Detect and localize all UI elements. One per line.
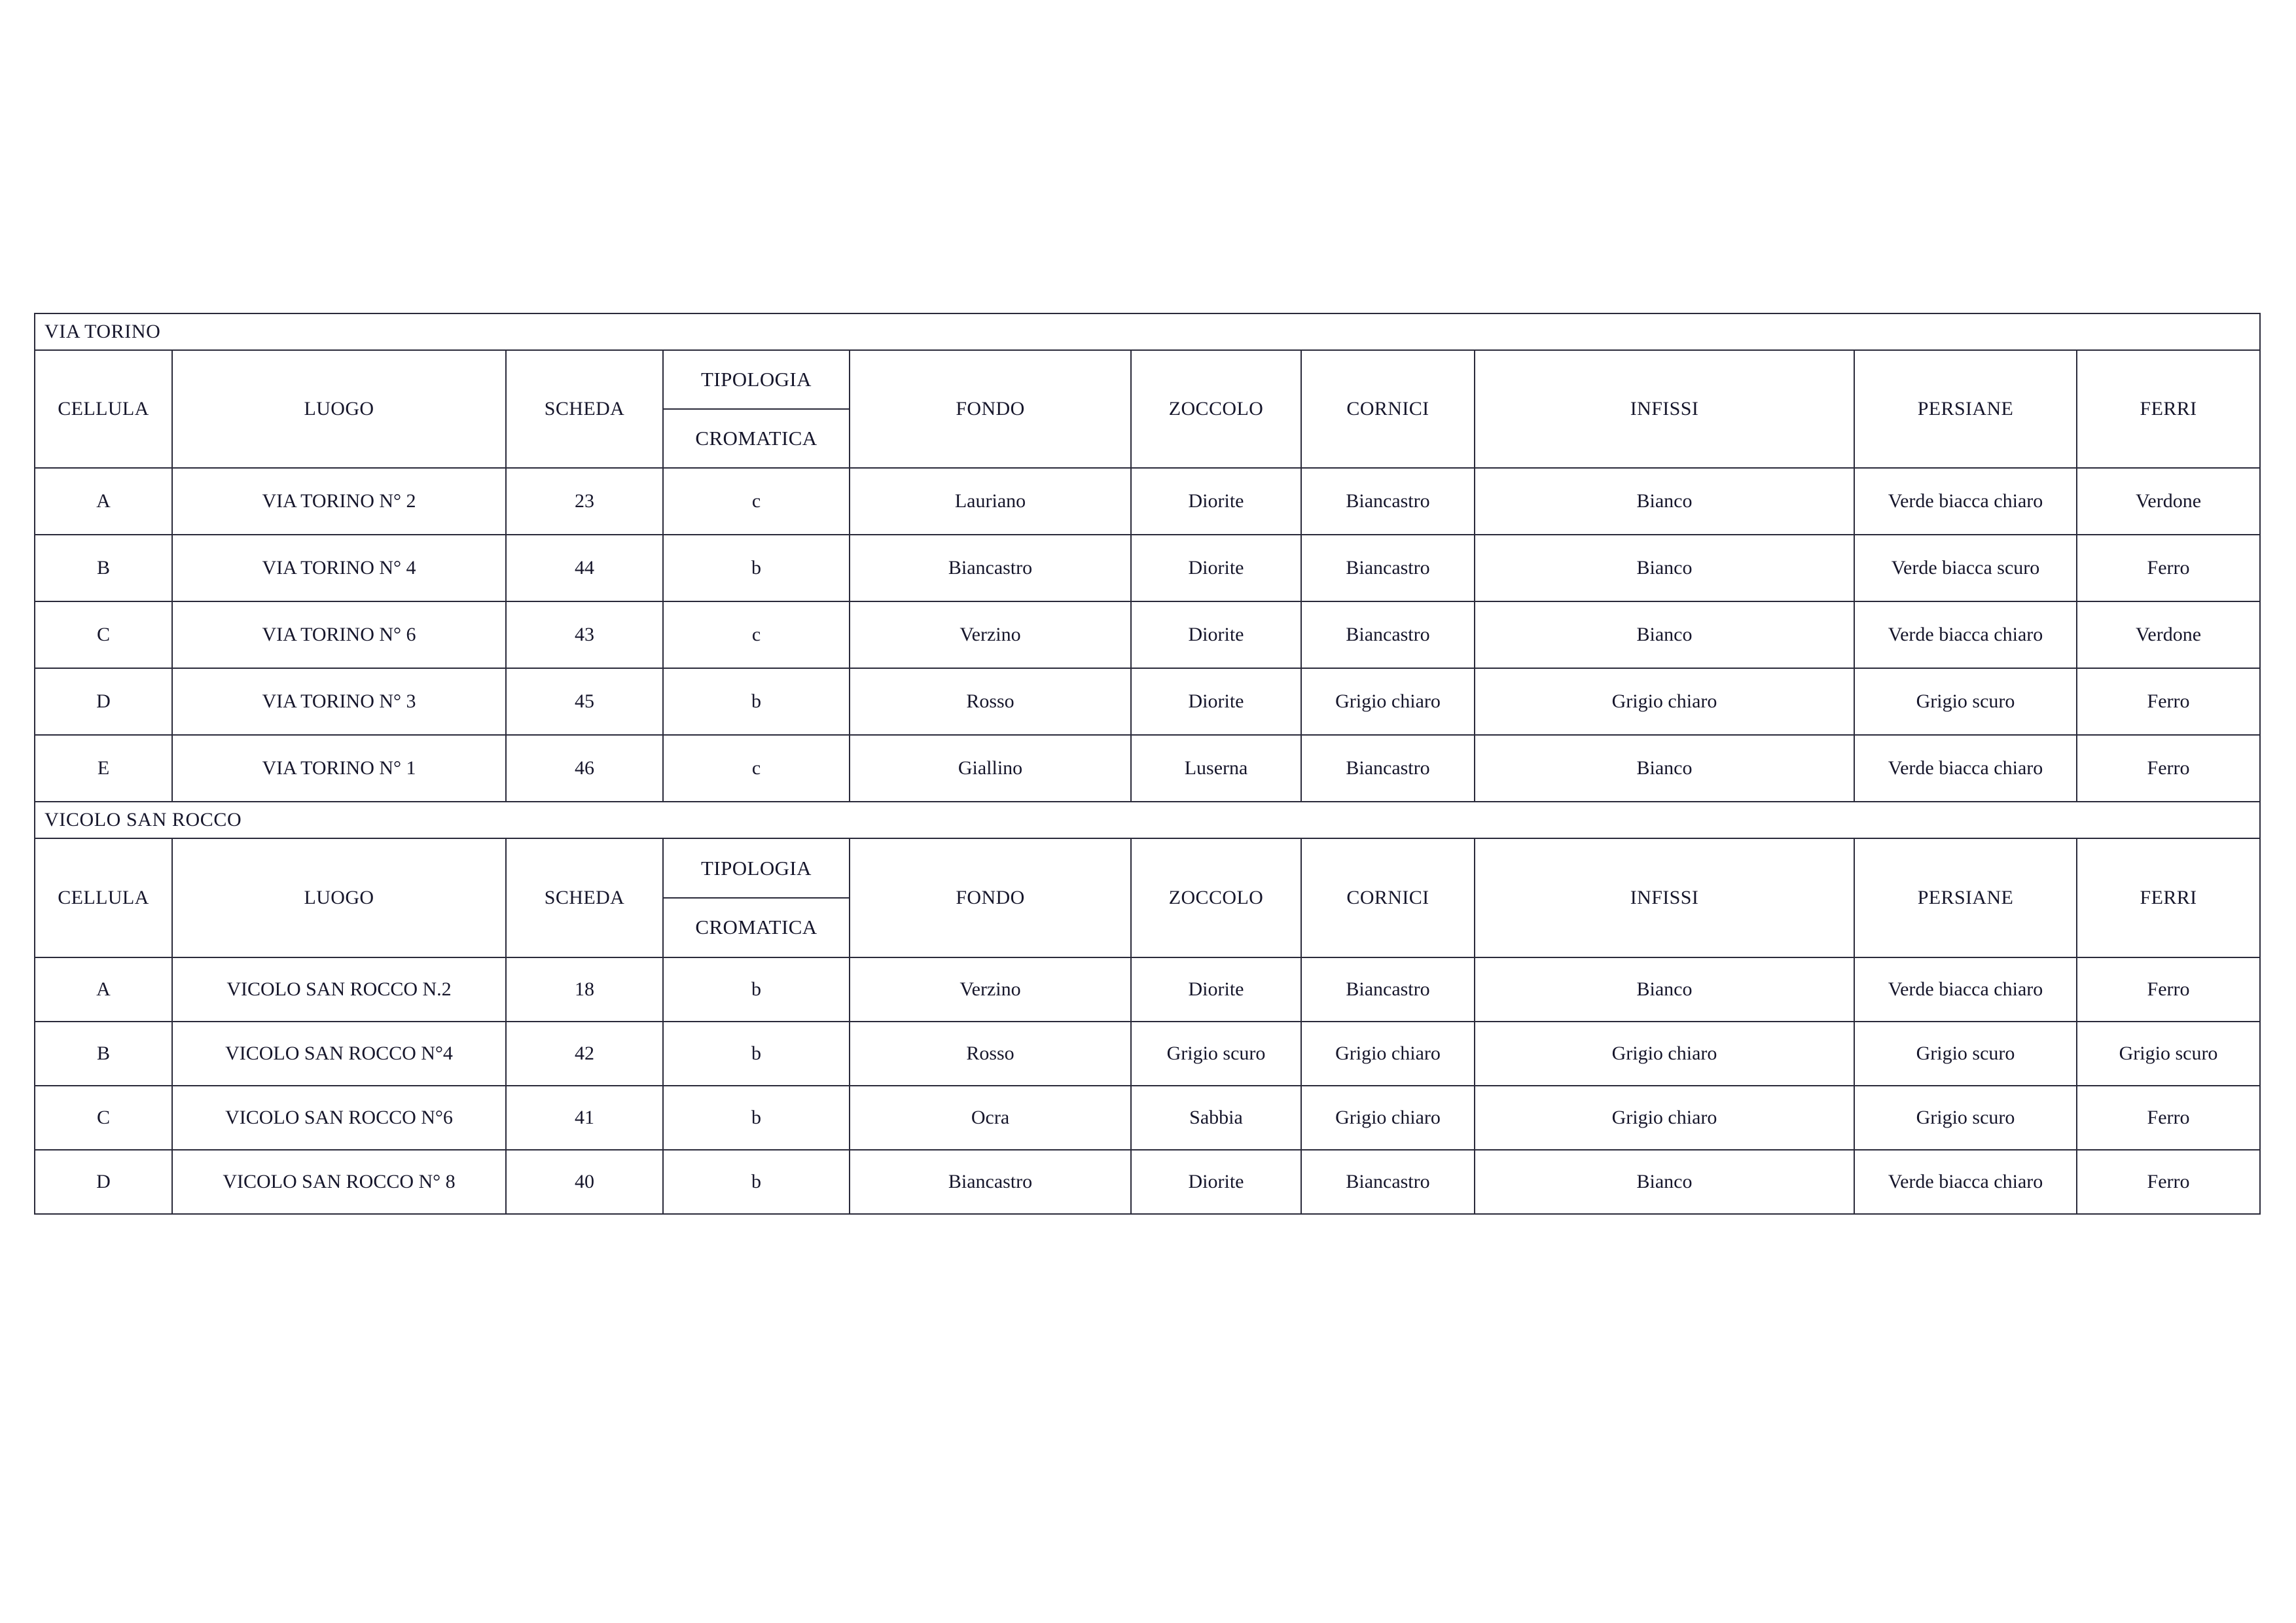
table-row — [35, 601, 2260, 668]
cell-tipologia: c — [663, 468, 850, 535]
table-row — [35, 1022, 2260, 1086]
table-row — [35, 468, 2260, 535]
cell-scheda: 42 — [506, 1022, 663, 1086]
header-tipologia-cromatica — [663, 350, 850, 468]
cell-infissi: Bianco — [1475, 957, 1854, 1022]
cell-scheda: 41 — [506, 1086, 663, 1150]
cell-ferri: Ferro — [2077, 535, 2260, 601]
cell-zoccolo: Diorite — [1131, 535, 1301, 601]
section-title-via-torino: VIA TORINO — [35, 313, 2260, 350]
cell-zoccolo: Sabbia — [1131, 1086, 1301, 1150]
cell-ferri: Ferro — [2077, 1150, 2260, 1214]
cell-ferri: Ferro — [2077, 1086, 2260, 1150]
header-zoccolo: ZOCCOLO — [1131, 838, 1301, 957]
cell-scheda: 43 — [506, 601, 663, 668]
cell-fondo: Rosso — [850, 1022, 1131, 1086]
cell-tipologia: b — [663, 668, 850, 735]
header-infissi: INFISSI — [1475, 838, 1854, 957]
header-ferri: FERRI — [2077, 350, 2260, 468]
cell-tipologia: b — [663, 1150, 850, 1214]
cell-ferri: Ferro — [2077, 957, 2260, 1022]
cell-scheda: 44 — [506, 535, 663, 601]
header-scheda: SCHEDA — [506, 350, 663, 468]
cell-zoccolo: Diorite — [1131, 468, 1301, 535]
cell-zoccolo: Diorite — [1131, 1150, 1301, 1214]
cell-zoccolo: Diorite — [1131, 601, 1301, 668]
cell-tipologia: b — [663, 1022, 850, 1086]
colour-plan-table — [34, 313, 2261, 1215]
cell-cornici: Biancastro — [1301, 468, 1475, 535]
cell-fondo: Rosso — [850, 668, 1131, 735]
cell-infissi: Bianco — [1475, 535, 1854, 601]
cell-cornici: Grigio chiaro — [1301, 1086, 1475, 1150]
cell-cornici: Biancastro — [1301, 601, 1475, 668]
table-header-row — [35, 350, 2260, 468]
cell-fondo: Verzino — [850, 957, 1131, 1022]
cell-persiane: Verde biacca chiaro — [1854, 1150, 2077, 1214]
cell-luogo: VIA TORINO N° 6 — [172, 601, 506, 668]
cell-ferri: Ferro — [2077, 668, 2260, 735]
cell-luogo: VIA TORINO N° 3 — [172, 668, 506, 735]
cell-scheda: 46 — [506, 735, 663, 802]
table-row — [35, 535, 2260, 601]
cell-zoccolo: Luserna — [1131, 735, 1301, 802]
cell-infissi: Grigio chiaro — [1475, 1086, 1854, 1150]
cell-luogo: VIA TORINO N° 4 — [172, 535, 506, 601]
header-zoccolo: ZOCCOLO — [1131, 350, 1301, 468]
cell-infissi: Bianco — [1475, 1150, 1854, 1214]
cell-persiane: Verde biacca scuro — [1854, 535, 2077, 601]
cell-cornici: Biancastro — [1301, 535, 1475, 601]
header-tipologia-cromatica — [663, 838, 850, 957]
header-scheda: SCHEDA — [506, 838, 663, 957]
header-tipologia-line1: TIPOLOGIA — [664, 840, 849, 899]
cell-cornici: Biancastro — [1301, 735, 1475, 802]
cell-cornici: Grigio chiaro — [1301, 1022, 1475, 1086]
cell-scheda: 45 — [506, 668, 663, 735]
cell-cellula: C — [35, 601, 172, 668]
cell-fondo: Verzino — [850, 601, 1131, 668]
cell-cellula: B — [35, 1022, 172, 1086]
header-infissi: INFISSI — [1475, 350, 1854, 468]
cell-infissi: Grigio chiaro — [1475, 668, 1854, 735]
cell-persiane: Grigio scuro — [1854, 1086, 2077, 1150]
cell-cellula: A — [35, 957, 172, 1022]
cell-luogo: VIA TORINO N° 2 — [172, 468, 506, 535]
header-luogo: LUOGO — [172, 838, 506, 957]
section-title-row — [35, 313, 2260, 350]
cell-tipologia: b — [663, 957, 850, 1022]
table-row — [35, 1086, 2260, 1150]
section-title-vicolo-san-rocco: VICOLO SAN ROCCO — [35, 802, 2260, 838]
header-persiane: PERSIANE — [1854, 350, 2077, 468]
cell-fondo: Biancastro — [850, 535, 1131, 601]
cell-cornici: Grigio chiaro — [1301, 668, 1475, 735]
header-ferri: FERRI — [2077, 838, 2260, 957]
cell-infissi: Grigio chiaro — [1475, 1022, 1854, 1086]
cell-cellula: D — [35, 668, 172, 735]
header-tipologia-line2: CROMATICA — [695, 916, 817, 938]
cell-ferri: Verdone — [2077, 468, 2260, 535]
cell-cellula: E — [35, 735, 172, 802]
header-cellula: CELLULA — [35, 350, 172, 468]
table-header-row — [35, 838, 2260, 957]
cell-cellula: C — [35, 1086, 172, 1150]
header-tipologia-line1: TIPOLOGIA — [664, 351, 849, 410]
cell-persiane: Grigio scuro — [1854, 1022, 2077, 1086]
table-row — [35, 735, 2260, 802]
cell-luogo: VICOLO SAN ROCCO N°4 — [172, 1022, 506, 1086]
cell-scheda: 40 — [506, 1150, 663, 1214]
cell-persiane: Grigio scuro — [1854, 668, 2077, 735]
table-row — [35, 1150, 2260, 1214]
header-fondo: FONDO — [850, 838, 1131, 957]
cell-cornici: Biancastro — [1301, 957, 1475, 1022]
cell-tipologia: b — [663, 535, 850, 601]
cell-luogo: VICOLO SAN ROCCO N°6 — [172, 1086, 506, 1150]
cell-scheda: 23 — [506, 468, 663, 535]
header-fondo: FONDO — [850, 350, 1131, 468]
header-cornici: CORNICI — [1301, 350, 1475, 468]
cell-luogo: VIA TORINO N° 1 — [172, 735, 506, 802]
header-cornici: CORNICI — [1301, 838, 1475, 957]
cell-infissi: Bianco — [1475, 601, 1854, 668]
cell-fondo: Biancastro — [850, 1150, 1131, 1214]
cell-cellula: D — [35, 1150, 172, 1214]
cell-scheda: 18 — [506, 957, 663, 1022]
cell-cellula: A — [35, 468, 172, 535]
cell-tipologia: c — [663, 735, 850, 802]
cell-zoccolo: Diorite — [1131, 957, 1301, 1022]
cell-infissi: Bianco — [1475, 468, 1854, 535]
table-row — [35, 957, 2260, 1022]
cell-tipologia: b — [663, 1086, 850, 1150]
cell-zoccolo: Grigio scuro — [1131, 1022, 1301, 1086]
cell-cellula: B — [35, 535, 172, 601]
cell-cornici: Biancastro — [1301, 1150, 1475, 1214]
section-title-row — [35, 802, 2260, 838]
cell-persiane: Verde biacca chiaro — [1854, 957, 2077, 1022]
cell-ferri: Verdone — [2077, 601, 2260, 668]
cell-zoccolo: Diorite — [1131, 668, 1301, 735]
cell-luogo: VICOLO SAN ROCCO N° 8 — [172, 1150, 506, 1214]
cell-persiane: Verde biacca chiaro — [1854, 601, 2077, 668]
cell-tipologia: c — [663, 601, 850, 668]
cell-ferri: Grigio scuro — [2077, 1022, 2260, 1086]
cell-luogo: VICOLO SAN ROCCO N.2 — [172, 957, 506, 1022]
table-row — [35, 668, 2260, 735]
cell-ferri: Ferro — [2077, 735, 2260, 802]
cell-persiane: Verde biacca chiaro — [1854, 468, 2077, 535]
header-luogo: LUOGO — [172, 350, 506, 468]
header-persiane: PERSIANE — [1854, 838, 2077, 957]
header-tipologia-line2: CROMATICA — [695, 427, 817, 450]
cell-infissi: Bianco — [1475, 735, 1854, 802]
cell-persiane: Verde biacca chiaro — [1854, 735, 2077, 802]
document-body — [34, 313, 2259, 1215]
cell-fondo: Giallino — [850, 735, 1131, 802]
header-cellula: CELLULA — [35, 838, 172, 957]
cell-fondo: Lauriano — [850, 468, 1131, 535]
cell-fondo: Ocra — [850, 1086, 1131, 1150]
